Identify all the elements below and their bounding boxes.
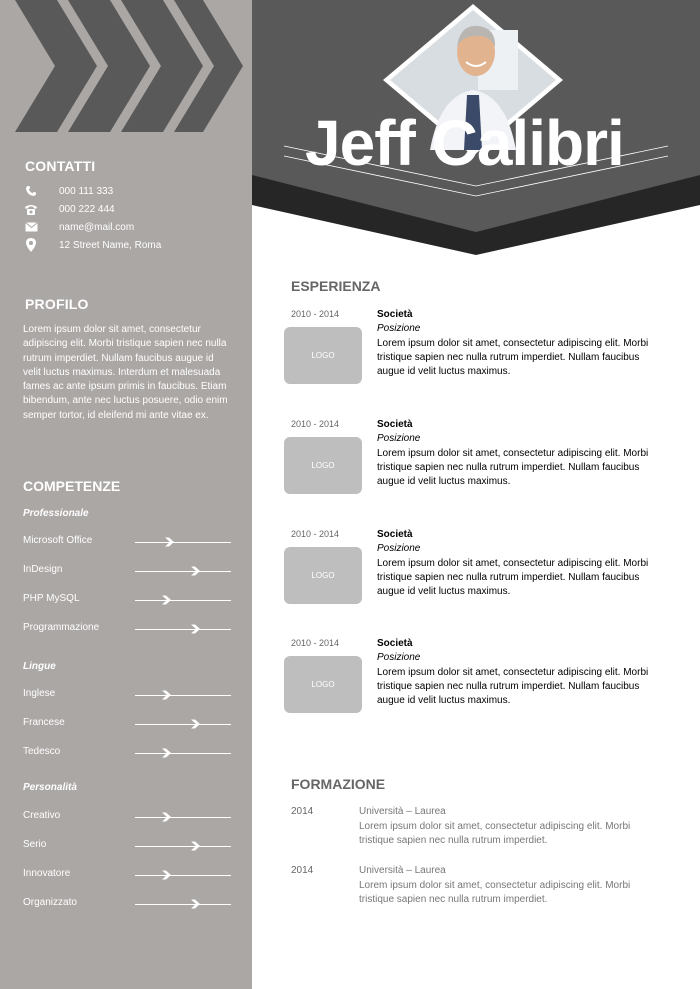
sidebar (0, 0, 252, 989)
location-pin-icon (23, 238, 39, 252)
education-year: 2014 (291, 806, 314, 817)
skill-arrow-icon (160, 869, 172, 881)
skill-track (135, 724, 231, 725)
skill-row (23, 622, 233, 636)
skill-label: Inglese (23, 688, 56, 699)
education-year: 2014 (291, 865, 314, 876)
candidate-name: Jeff Calibri (305, 107, 624, 179)
company-logo-placeholder: LOGO (284, 547, 362, 604)
experience-entry (284, 638, 664, 728)
skill-category-title: Personalità (23, 782, 77, 793)
education-entry (291, 806, 671, 846)
experience-period: 2010 - 2014 (291, 419, 340, 429)
contact-text: 000 111 333 (59, 185, 114, 197)
skill-track (135, 600, 231, 601)
skill-track (135, 904, 231, 905)
skill-arrow-icon (160, 811, 172, 823)
skill-track (135, 846, 231, 847)
mail-icon (23, 220, 39, 234)
company-logo-placeholder: LOGO (284, 327, 362, 384)
experience-company: Società (377, 529, 413, 540)
experience-period: 2010 - 2014 (291, 638, 340, 648)
education-entry (291, 865, 671, 905)
skill-row (23, 839, 233, 853)
skill-arrow-icon (160, 747, 172, 759)
skill-label: Francese (23, 717, 65, 728)
skill-track (135, 542, 231, 543)
telephone-icon (23, 202, 39, 216)
skill-row (23, 593, 233, 607)
skill-arrow-icon (163, 536, 175, 548)
profile-title: PROFILO (25, 296, 89, 312)
skill-arrow-icon (160, 594, 172, 606)
skill-arrow-icon (189, 565, 201, 577)
experience-description: Lorem ipsum dolor sit amet, consectetur adipiscing elit. Morbi tristique sapien nec nulla rutrum imperdiet. Nullam faucibus augue id velit luctus maximus. (377, 448, 649, 487)
education-title: FORMAZIONE (291, 776, 386, 792)
skill-track (135, 629, 231, 630)
skill-arrow-icon (189, 840, 201, 852)
education-description: Lorem ipsum dolor sit amet, consectetur adipiscing elit. Morbi tristique sapien nec nulla rutrum imperdiet. (359, 821, 631, 846)
experience-period: 2010 - 2014 (291, 309, 340, 319)
skill-row (23, 688, 233, 702)
experience-position: Posizione (377, 652, 421, 663)
experience-entry (284, 419, 664, 509)
experience-entry (284, 309, 664, 399)
profile-text: Lorem ipsum dolor sit amet, consectetur adipiscing elit. Morbi tristique sapien nec nulla rutrum imperdiet. Nullam faucibus augue id velit luctus maximus. Interdum et malesuada fames ac ante ipsum primis in faucibus. Etiam bibendum, ante nec luctus posuere, odio enim semper tortor, id eleifend mi ante vitae ex. (23, 324, 228, 421)
contact-text: 12 Street Name, Roma (59, 239, 162, 251)
education-description: Lorem ipsum dolor sit amet, consectetur adipiscing elit. Morbi tristique sapien nec nulla rutrum imperdiet. (359, 880, 631, 905)
skill-track (135, 571, 231, 572)
company-logo-placeholder: LOGO (284, 437, 362, 494)
skill-row (23, 535, 233, 549)
contact-address (23, 238, 161, 252)
contact-text: name@mail.com (59, 221, 135, 233)
skill-arrow-icon (160, 689, 172, 701)
education-school: Università – Laurea (359, 806, 446, 817)
skill-label: Microsoft Office (23, 535, 93, 546)
experience-position: Posizione (377, 433, 421, 444)
contact-email (23, 220, 134, 234)
skill-arrow-icon (189, 898, 201, 910)
skill-label: PHP MySQL (23, 593, 80, 604)
experience-period: 2010 - 2014 (291, 529, 340, 539)
skill-label: Innovatore (23, 868, 71, 879)
skill-row (23, 897, 233, 911)
experience-company: Società (377, 309, 413, 320)
contact-text: 000 222 444 (59, 203, 115, 215)
skill-label: Programmazione (23, 622, 100, 633)
skill-track (135, 695, 231, 696)
skill-row (23, 564, 233, 578)
skill-row (23, 717, 233, 731)
skill-track (135, 817, 231, 818)
experience-position: Posizione (377, 543, 421, 554)
chevron-decoration (0, 0, 252, 140)
company-logo-placeholder: LOGO (284, 656, 362, 713)
skill-label: Creativo (23, 810, 61, 821)
skill-track (135, 875, 231, 876)
skill-label: InDesign (23, 564, 63, 575)
experience-description: Lorem ipsum dolor sit amet, consectetur adipiscing elit. Morbi tristique sapien nec nulla rutrum imperdiet. Nullam faucibus augue id velit luctus maximus. (377, 667, 649, 706)
contact-telephone (23, 202, 115, 216)
contact-phone (23, 184, 113, 198)
skill-track (135, 753, 231, 754)
contacts-title: CONTATTI (25, 158, 96, 174)
skill-row (23, 810, 233, 824)
experience-company: Società (377, 638, 413, 649)
skill-label: Organizzato (23, 897, 77, 908)
skill-label: Tedesco (23, 746, 61, 757)
phone-icon (23, 184, 39, 198)
skills-title: COMPETENZE (23, 478, 121, 494)
skill-row (23, 746, 233, 760)
skill-arrow-icon (189, 718, 201, 730)
experience-title: ESPERIENZA (291, 278, 381, 294)
experience-description: Lorem ipsum dolor sit amet, consectetur adipiscing elit. Morbi tristique sapien nec nulla rutrum imperdiet. Nullam faucibus augue id velit luctus maximus. (377, 338, 649, 377)
skill-label: Serio (23, 839, 47, 850)
skill-category-title: Professionale (23, 508, 89, 519)
experience-position: Posizione (377, 323, 421, 334)
experience-company: Società (377, 419, 413, 430)
skill-category-title: Lingue (23, 661, 56, 672)
skill-row (23, 868, 233, 882)
skill-arrow-icon (189, 623, 201, 635)
experience-description: Lorem ipsum dolor sit amet, consectetur adipiscing elit. Morbi tristique sapien nec nulla rutrum imperdiet. Nullam faucibus augue id velit luctus maximus. (377, 558, 649, 597)
education-school: Università – Laurea (359, 865, 446, 876)
experience-entry (284, 529, 664, 619)
